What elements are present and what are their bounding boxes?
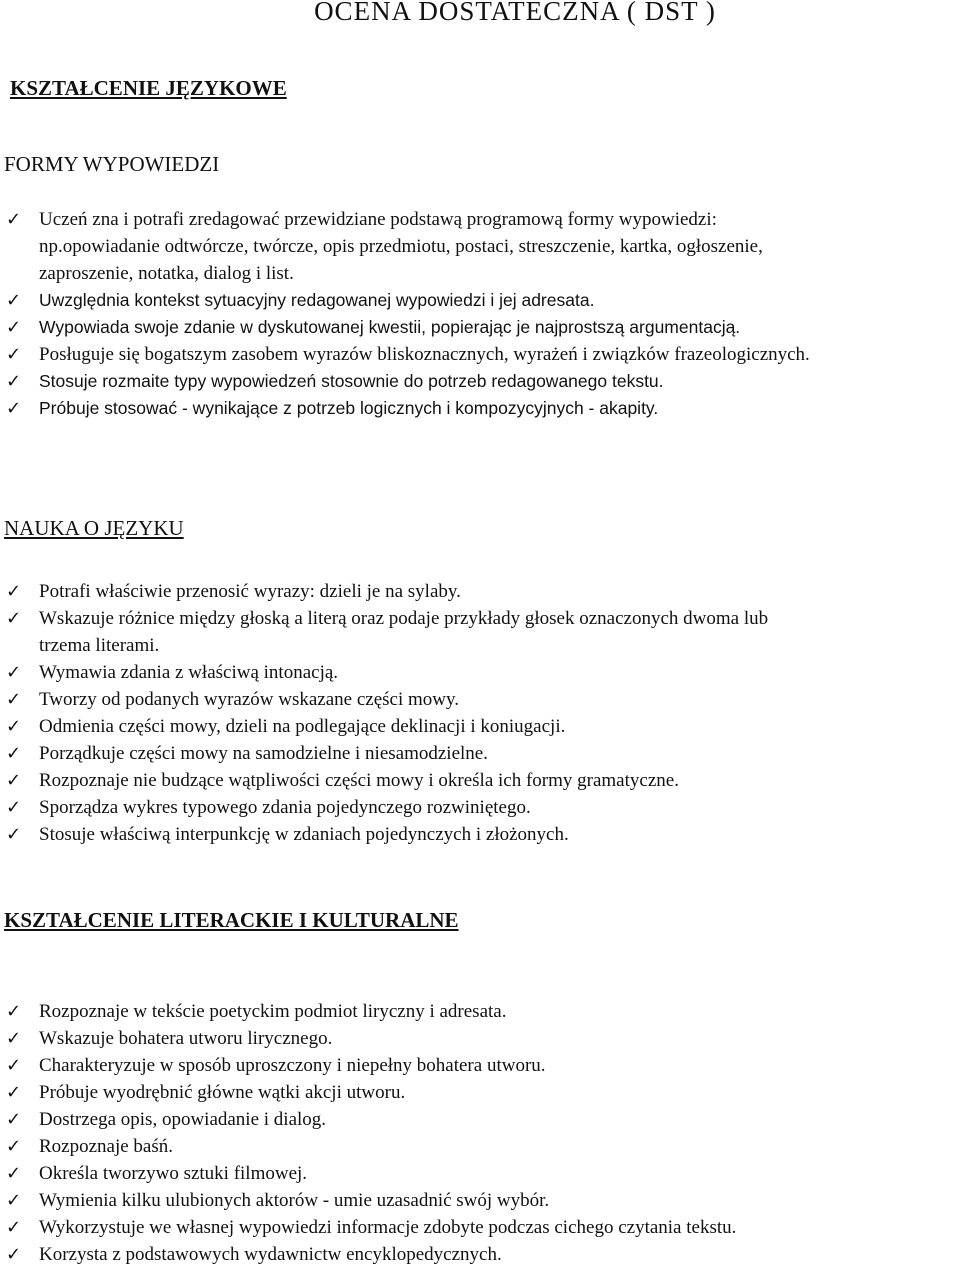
- check-icon: ✓: [6, 581, 22, 602]
- list-item-text: Potrafi właściwie przenosić wyrazy: dzieli je na sylaby.: [39, 581, 461, 602]
- list-item: [0, 794, 960, 821]
- list-item: [0, 1106, 960, 1133]
- list-item: [0, 998, 960, 1025]
- list-item-text: Stosuje rozmaite typy wypowiedzeń stosownie do potrzeb redagowanego tekstu.: [39, 371, 664, 391]
- list-item-text: Wymienia kilku ulubionych aktorów - umie uzasadnić swój wybór.: [39, 1190, 550, 1211]
- list-item: [0, 341, 960, 368]
- list-item-text: Charakteryzuje w sposób uproszczony i niepełny bohatera utworu.: [39, 1055, 546, 1076]
- list-item: [0, 605, 960, 659]
- list-item: [0, 1187, 960, 1214]
- list-item-text: Wskazuje różnice między głoską a literą oraz podaje przykłady głosek oznaczonych dwoma lub: [39, 608, 769, 629]
- list-item: [0, 314, 960, 341]
- list-item: [0, 686, 960, 713]
- list-item-text: Wymawia zdania z właściwą intonacją.: [39, 662, 339, 683]
- check-icon: ✓: [6, 770, 22, 791]
- list-item-text: Wskazuje bohatera utworu lirycznego.: [39, 1028, 333, 1049]
- list-item: [0, 821, 960, 848]
- check-icon: ✓: [6, 1028, 22, 1049]
- list-item-text: Próbuje wyodrębnić główne wątki akcji utworu.: [39, 1082, 406, 1103]
- list-item-text: np.opowiadanie odtwórcze, twórcze, opis przedmiotu, postaci, streszczenie, kartka, ogłoszenie,: [39, 236, 763, 257]
- list-item: [0, 1133, 960, 1160]
- list-item-text: Stosuje właściwą interpunkcję w zdaniach pojedynczych i złożonych.: [39, 824, 569, 845]
- list-item: [0, 368, 960, 395]
- check-icon: ✓: [6, 1244, 22, 1265]
- list-item-text: trzema literami.: [39, 635, 160, 656]
- check-icon: ✓: [6, 1001, 22, 1022]
- list-item-text: Sporządza wykres typowego zdania pojedynczego rozwiniętego.: [39, 797, 531, 818]
- check-icon: ✓: [6, 689, 22, 710]
- check-icon: ✓: [6, 1190, 22, 1211]
- list-item: [0, 1079, 960, 1106]
- check-icon: ✓: [6, 743, 22, 764]
- list-item-text: Porządkuje części mowy na samodzielne i niesamodzielne.: [39, 743, 488, 764]
- list-item: [0, 767, 960, 794]
- list-item-text: Rozpoznaje baśń.: [39, 1136, 174, 1157]
- check-icon: ✓: [6, 1109, 22, 1130]
- document-title: OCENA DOSTATECZNA ( DST ): [314, 0, 716, 26]
- list-item: [0, 1214, 960, 1241]
- check-icon: ✓: [6, 398, 22, 419]
- check-icon: ✓: [6, 290, 22, 311]
- list-item: [0, 659, 960, 686]
- check-icon: ✓: [6, 1055, 22, 1076]
- check-icon: ✓: [6, 344, 22, 365]
- subsection-heading-nauka-o-jezyku: NAUKA O JĘZYKU: [4, 516, 184, 540]
- list-item-text: Rozpoznaje nie budzące wątpliwości części mowy i określa ich formy gramatyczne.: [39, 770, 679, 791]
- list-item-text: Uczeń zna i potrafi zredagować przewidziane podstawą programową formy wypowiedzi:: [39, 209, 717, 230]
- check-icon: ✓: [6, 716, 22, 737]
- list-item-text: Uwzględnia kontekst sytuacyjny redagowanej wypowiedzi i jej adresata.: [39, 290, 595, 310]
- section-heading-ksztalcenie-jezykowe: KSZTAŁCENIE JĘZYKOWE: [10, 76, 287, 100]
- list-item-text: Korzysta z podstawowych wydawnictw encyklopedycznych.: [39, 1244, 502, 1265]
- list-item: [0, 713, 960, 740]
- nauka-o-jezyku-list: [0, 578, 960, 848]
- ksztalcenie-literackie-list: [0, 998, 960, 1268]
- list-item: [0, 1025, 960, 1052]
- section-heading-ksztalcenie-literackie: KSZTAŁCENIE LITERACKIE I KULTURALNE: [4, 908, 459, 932]
- check-icon: ✓: [6, 797, 22, 818]
- list-item-text: Wypowiada swoje zdanie w dyskutowanej kwestii, popierając je najprostszą argumentacją.: [39, 317, 741, 337]
- list-item-text: Dostrzega opis, opowiadanie i dialog.: [39, 1109, 327, 1130]
- list-item: [0, 287, 960, 314]
- list-item-text: Rozpoznaje w tekście poetyckim podmiot liryczny i adresata.: [39, 1001, 507, 1022]
- list-item-text: Wykorzystuje we własnej wypowiedzi informacje zdobyte podczas cichego czytania tekstu.: [39, 1217, 737, 1238]
- check-icon: ✓: [6, 662, 22, 683]
- list-item-text: Odmienia części mowy, dzieli na podlegające deklinacji i koniugacji.: [39, 716, 566, 737]
- list-item-text: zaproszenie, notatka, dialog i list.: [39, 263, 294, 284]
- list-item-text: Określa tworzywo sztuki filmowej.: [39, 1163, 308, 1184]
- check-icon: ✓: [6, 1082, 22, 1103]
- check-icon: ✓: [6, 317, 22, 338]
- check-icon: ✓: [6, 1163, 22, 1184]
- check-icon: ✓: [6, 1217, 22, 1238]
- check-icon: ✓: [6, 824, 22, 845]
- list-item: [0, 395, 960, 422]
- check-icon: ✓: [6, 1136, 22, 1157]
- list-item-text: Tworzy od podanych wyrazów wskazane części mowy.: [39, 689, 460, 710]
- list-item: [0, 1241, 960, 1268]
- formy-wypowiedzi-list: [0, 206, 960, 422]
- list-item: [0, 740, 960, 767]
- check-icon: ✓: [6, 209, 22, 230]
- check-icon: ✓: [6, 608, 22, 629]
- check-icon: ✓: [6, 371, 22, 392]
- list-item: [0, 1160, 960, 1187]
- subsection-heading-formy-wypowiedzi: FORMY WYPOWIEDZI: [4, 152, 220, 176]
- list-item: [0, 206, 960, 287]
- list-item-text: Próbuje stosować - wynikające z potrzeb logicznych i kompozycyjnych - akapity.: [39, 398, 659, 418]
- list-item: [0, 578, 960, 605]
- list-item: [0, 1052, 960, 1079]
- list-item-text: Posługuje się bogatszym zasobem wyrazów bliskoznacznych, wyrażeń i związków frazeologicznych.: [39, 344, 810, 365]
